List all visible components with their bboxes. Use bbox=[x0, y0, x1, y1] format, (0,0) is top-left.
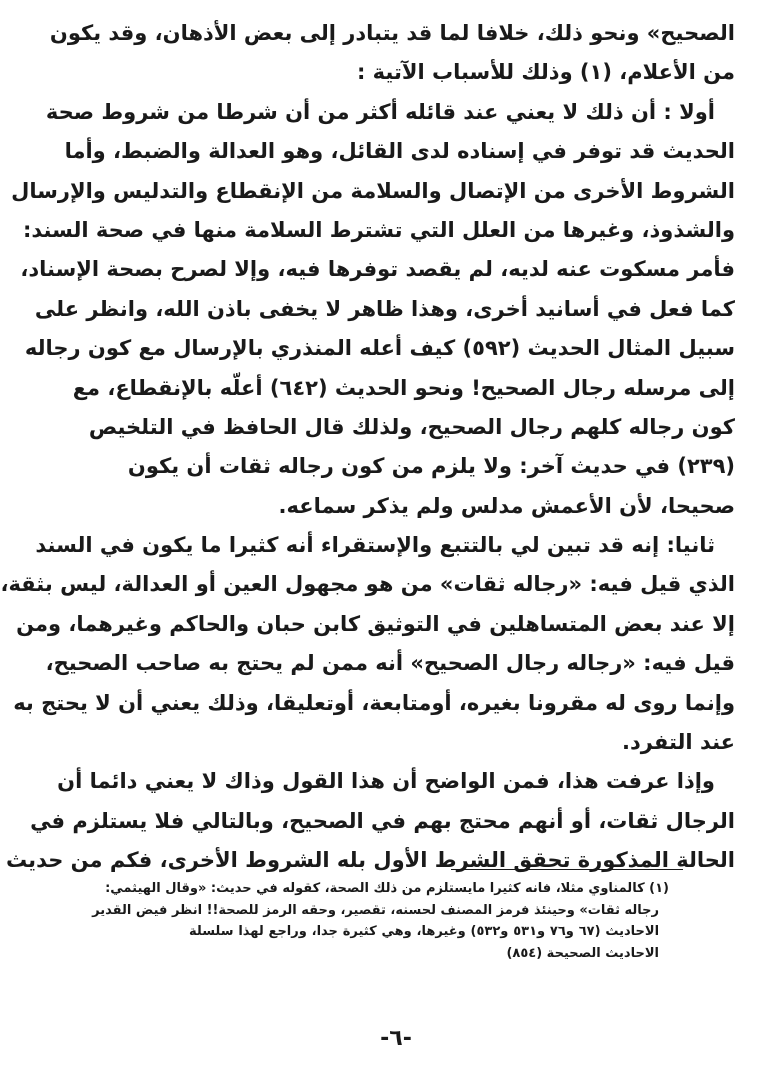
text-line-13: صحيحا، لأن الأعمش مدلس ولم يذكر سماعه. bbox=[278, 493, 735, 518]
footnote-divider bbox=[451, 869, 683, 870]
text-line-20: وإذا عرفت هذا، فمن الواضح أن هذا القول وذاك لا يعني دائما أن bbox=[57, 769, 715, 794]
text-line-15: الذي قيل فيه: «رجاله ثقات» من هو مجهول العين أو العدالة، ليس بثقة، bbox=[0, 572, 735, 597]
main-text bbox=[0, 14, 735, 881]
text-line-5: الشروط الأخرى من الإتصال والسلامة من الإنقطاع والتدليس والإرسال bbox=[11, 178, 735, 203]
text-line-18: وإنما روى له مقرونا بغيره، أومتابعة، أوتعليقا، وذلك يعني أن لا يحتج به bbox=[13, 690, 735, 715]
page-number: -٦- bbox=[380, 1026, 412, 1051]
text-line-8: كما فعل في أسانيد أخرى، وهذا ظاهر لا يخفى باذن الله، وانظر على bbox=[34, 296, 735, 321]
text-line-10: إلى مرسله رجال الصحيح! ونحو الحديث (٦٤٢) أعلّه بالإنقطاع، مع bbox=[72, 375, 735, 400]
footnote-line-1: (١) كالمناوي مثلا، فانه كثيرا مايستلزم من ذلك الصحة، كقوله في حديث: «وقال الهيثمي: bbox=[105, 881, 669, 896]
text-line-22: الحالة المذكورة تحقق الشرط الأول بله الشروط الأخرى، فكم من حديث bbox=[5, 848, 735, 873]
footnote-line-3: الاحاديث (٦٧ و٧٦ و٥٣١ و٥٣٢) وغيرها، وهي كثيرة جدا، وراجع لهذا سلسلة bbox=[189, 924, 660, 939]
text-line-2: من الأعلام، (١) وذلك للأسباب الآتية : bbox=[356, 60, 735, 85]
text-line-4: الحديث قد توفر في إسناده لدى القائل، وهو العدالة والضبط، وأما bbox=[64, 139, 735, 164]
footnote-line-2: رجاله ثقات» وحينئذ فرمز المصنف لحسنه، تقصير، وحقه الرمز للصحة!! انظر فيض القدير bbox=[92, 902, 659, 918]
footnote-line-4: الاحاديث الصحيحة (٨٥٤) bbox=[506, 945, 659, 961]
text-line-16: إلا عند بعض المتساهلين في التوثيق كابن حبان والحاكم وغيرهما، ومن bbox=[16, 611, 735, 636]
text-line-1: الصحيح» ونحو ذلك، خلافا لما قد يتبادر إلى بعض الأذهان، وقد يكون bbox=[49, 21, 735, 45]
footnotes bbox=[92, 878, 669, 964]
text-line-7: فأمر مسكوت عنه لديه، لم يقصد توفرها فيه، وإلا لصرح بصحة الإسناد، bbox=[20, 257, 735, 282]
text-line-6: والشذوذ، وغيرها من العلل التي تشترط السلامة منها في صحة السند: bbox=[23, 217, 735, 242]
text-line-9: سبيل المثال الحديث (٥٩٢) كيف أعله المنذري بالإرسال مع كون رجاله bbox=[24, 336, 735, 361]
text-line-14: ثانيا: إنه قد تبين لي بالتتبع والإستقراء أنه كثيرا ما يكون في السند bbox=[35, 533, 715, 558]
text-line-12: (٢٣٩) في حديث آخر: ولا يلزم من كون رجاله ثقات أن يكون bbox=[127, 454, 735, 479]
text-line-19: عند التفرد. bbox=[622, 730, 735, 755]
text-line-3: أولا : أن ذلك لا يعني عند قائله أكثر من أن شرطا من شروط صحة bbox=[45, 99, 715, 124]
text-line-11: كون رجاله كلهم رجال الصحيح، ولذلك قال الحافظ في التلخيص bbox=[88, 414, 735, 439]
text-line-21: الرجال ثقات، أو أنهم محتج بهم في الصحيح، وبالتالي فلا يستلزم في bbox=[30, 808, 735, 833]
text-line-17: قيل فيه: «رجاله رجال الصحيح» أنه ممن لم يحتج به صاحب الصحيح، bbox=[45, 651, 735, 676]
